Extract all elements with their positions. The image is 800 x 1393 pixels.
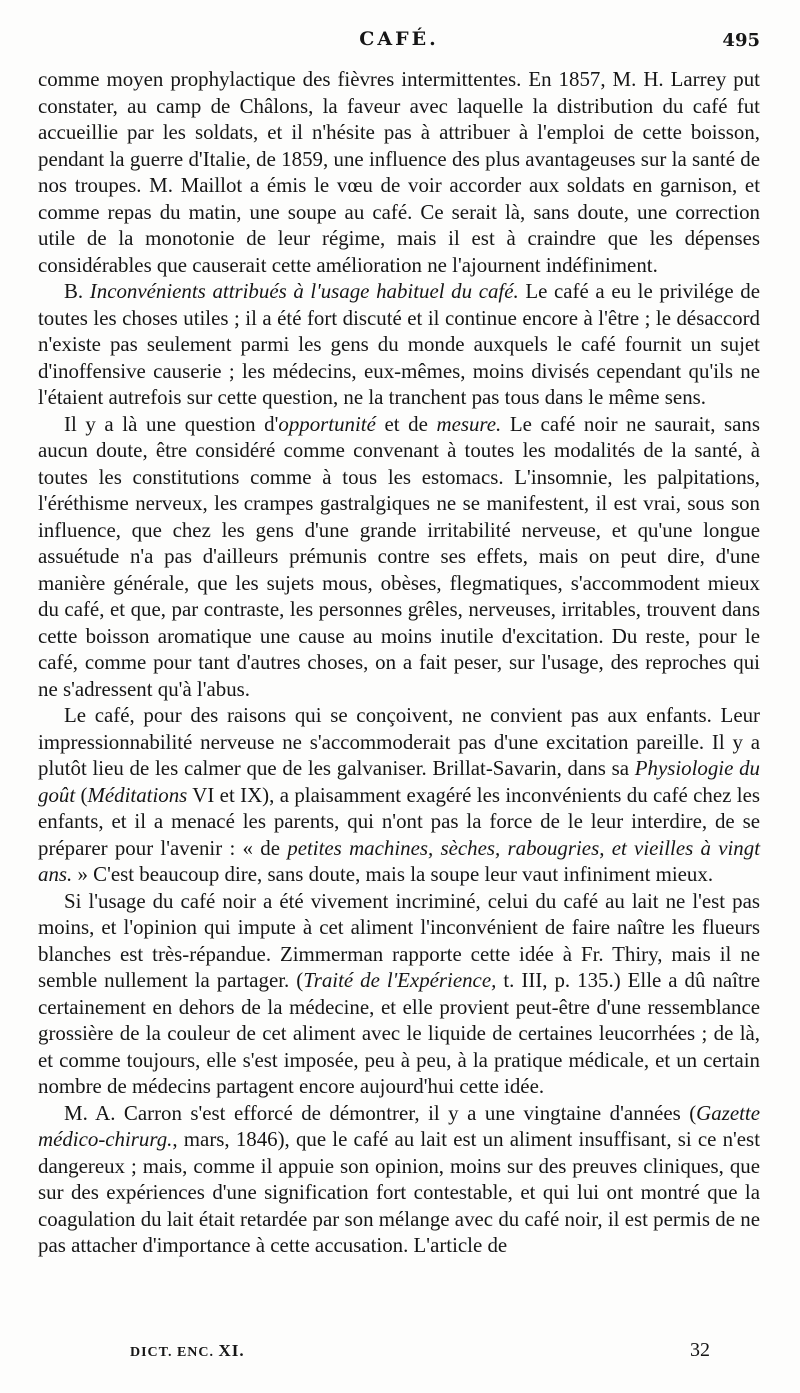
italic-run: Physiologie du goût	[38, 756, 760, 807]
italic-run: mesure.	[436, 411, 502, 436]
italic-run: petites machines, sèches, rabougries, et vieilles à vingt ans.	[38, 835, 760, 886]
text-run: VI et IX), a plaisamment exagéré les inconvénients du café chez les enfants, et il a menacé les parents, qui n'ont pas la force de le leur interdire, de se préparer pour l'avenir : « de	[38, 782, 760, 860]
running-head	[38, 28, 760, 58]
text-run: Le café, pour des raisons qui se conçoivent, ne convient pas aux enfants. Leur impressionnabilité nerveuse ne s'accommoderait pas d'une excitation pareille. Il y a plutôt lieu de les calmer que de les galvaniser. Brillat-Savarin, dans sa	[38, 703, 760, 780]
volume-number: XI.	[218, 1341, 245, 1360]
text-run: (	[75, 782, 88, 807]
paragraph-inconvenients	[38, 278, 760, 411]
text-run: Si l'usage du café noir a été vivement incriminé, celui du café au lait ne l'est pas moins, et l'opinion qui impute à cet aliment l'inconvénient de faire naître les flueurs blanches est très-répandue. Zimmerman rapporte cette idée à Fr. Thiry, mais il ne semble nullement la partager. (	[38, 888, 760, 992]
page-number: 495	[722, 30, 760, 51]
text-run: » C'est beaucoup dire, sans doute, mais la soupe leur vaut infiniment mieux.	[72, 862, 714, 886]
text-run: Il y a là une question d'	[64, 411, 279, 436]
paragraph-enfants	[38, 702, 760, 888]
body-text	[38, 66, 760, 1259]
text-run: B.	[64, 279, 90, 303]
text-run: Le café a eu le privilége de toutes les choses utiles ; il a été fort discuté et il continue encore à l'être ; le désaccord n'existe pas seulement parmi les gens du monde auxquels le café fournit un sujet d'inoffensive causerie ; les médecins, eux-mêmes, moins divisés cependant qu'ils ne l'étaient autrefois sur cette question, ne la tranchent pas tous dans le même sens.	[38, 279, 760, 409]
text-run: t. III, p. 135.) Elle a dû naître certainement en dehors de la médecine, et elle provient peut-être d'une ressemblance grossière de la couleur de cet aliment avec le liquide de certaines leucorrhées ; de là, et comme toujours, elle s'est imposée, peu à peu, à la pratique médicale, et un certain nombre de médecins partagent encore aujourd'hui cette idée.	[38, 968, 761, 1098]
text-run: comme moyen prophylactique des fièvres intermittentes. En 1857, M. H. Larrey put constater, au camp de Châlons, la faveur avec laquelle la distribution du café fut accueillie par les soldats, et il n'hésite pas à attribuer à l'emploi de cette boisson, pendant la guerre d'Italie, de 1859, une influence des plus avantageuses sur la santé de nos troupes. M. Maillot a émis le vœu de voir accorder aux soldats en garnison, et comme repas du matin, une soupe au café. Ce serait là, sans doute, une correction utile de la monotonie de leur régime, mais il est à craindre que les dépenses considérables que causerait cette amélioration ne l'ajournent indéfiniment.	[38, 67, 760, 277]
paragraph-opportunite	[38, 411, 760, 703]
italic-run: Gazette médico-chirurg.	[38, 1100, 760, 1151]
italic-run: Traité de l'Expérience,	[303, 968, 497, 992]
paragraph-cafe-au-lait	[38, 888, 760, 1100]
italic-run: Méditations	[87, 782, 188, 807]
text-run: et de	[375, 411, 437, 436]
text-run: M. A. Carron s'est efforcé de démontrer, il y a une vingtaine d'années (	[64, 1100, 697, 1125]
text-run: Le café noir ne saurait, sans aucun doute, être considéré comme convenant à toutes les modalités de la santé, à toutes les constitutions comme à tous les estomacs. L'insomnie, les palpitations, l'éréthisme nerveux, les crampes gastralgiques ne se manifestent, il est vrai, sous son influence, que chez les gens d'une grande irritabilité nerveuse, et qu'une longue assuétude n'a pas d'ailleurs prémunis contre ses effets, mais on peut dire, d'une manière générale, que les sujets mous, obèses, flegmatiques, s'accommodent mieux du café, et que, par contraste, les personnes grêles, nerveuses, irritables, trouvent dans cette boisson aromatique une cause au moins inutile d'excitation. Du reste, pour le café, comme pour tant d'autres choses, on a fait peser, sur l'usage, des reproches qui ne s'adressent qu'à l'abus.	[38, 411, 760, 701]
signature-prefix: DICT. ENC.	[130, 1345, 215, 1360]
italic-run: opportunité	[278, 411, 376, 436]
paragraph-continuation	[38, 66, 760, 278]
running-title: CAFÉ.	[359, 28, 439, 50]
paragraph-carron	[38, 1100, 760, 1259]
italic-run: Inconvénients attribués à l'usage habituel du café.	[89, 279, 519, 303]
page-footer	[130, 1339, 710, 1365]
sheet-number: 32	[690, 1339, 710, 1361]
signature-mark	[130, 1341, 245, 1361]
text-run: , mars, 1846), que le café au lait est un aliment insuffisant, si ce n'est dangereux ; mais, comme il appuie son opinion, moins sur des preuves cliniques, que sur des expériences d'une signification fort contestable, et qui lui ont montré que la coagulation du lait était retardée par son mélange avec du café noir, il est permis de ne pas attacher d'importance à cette accusation. L'article de	[38, 1127, 760, 1257]
